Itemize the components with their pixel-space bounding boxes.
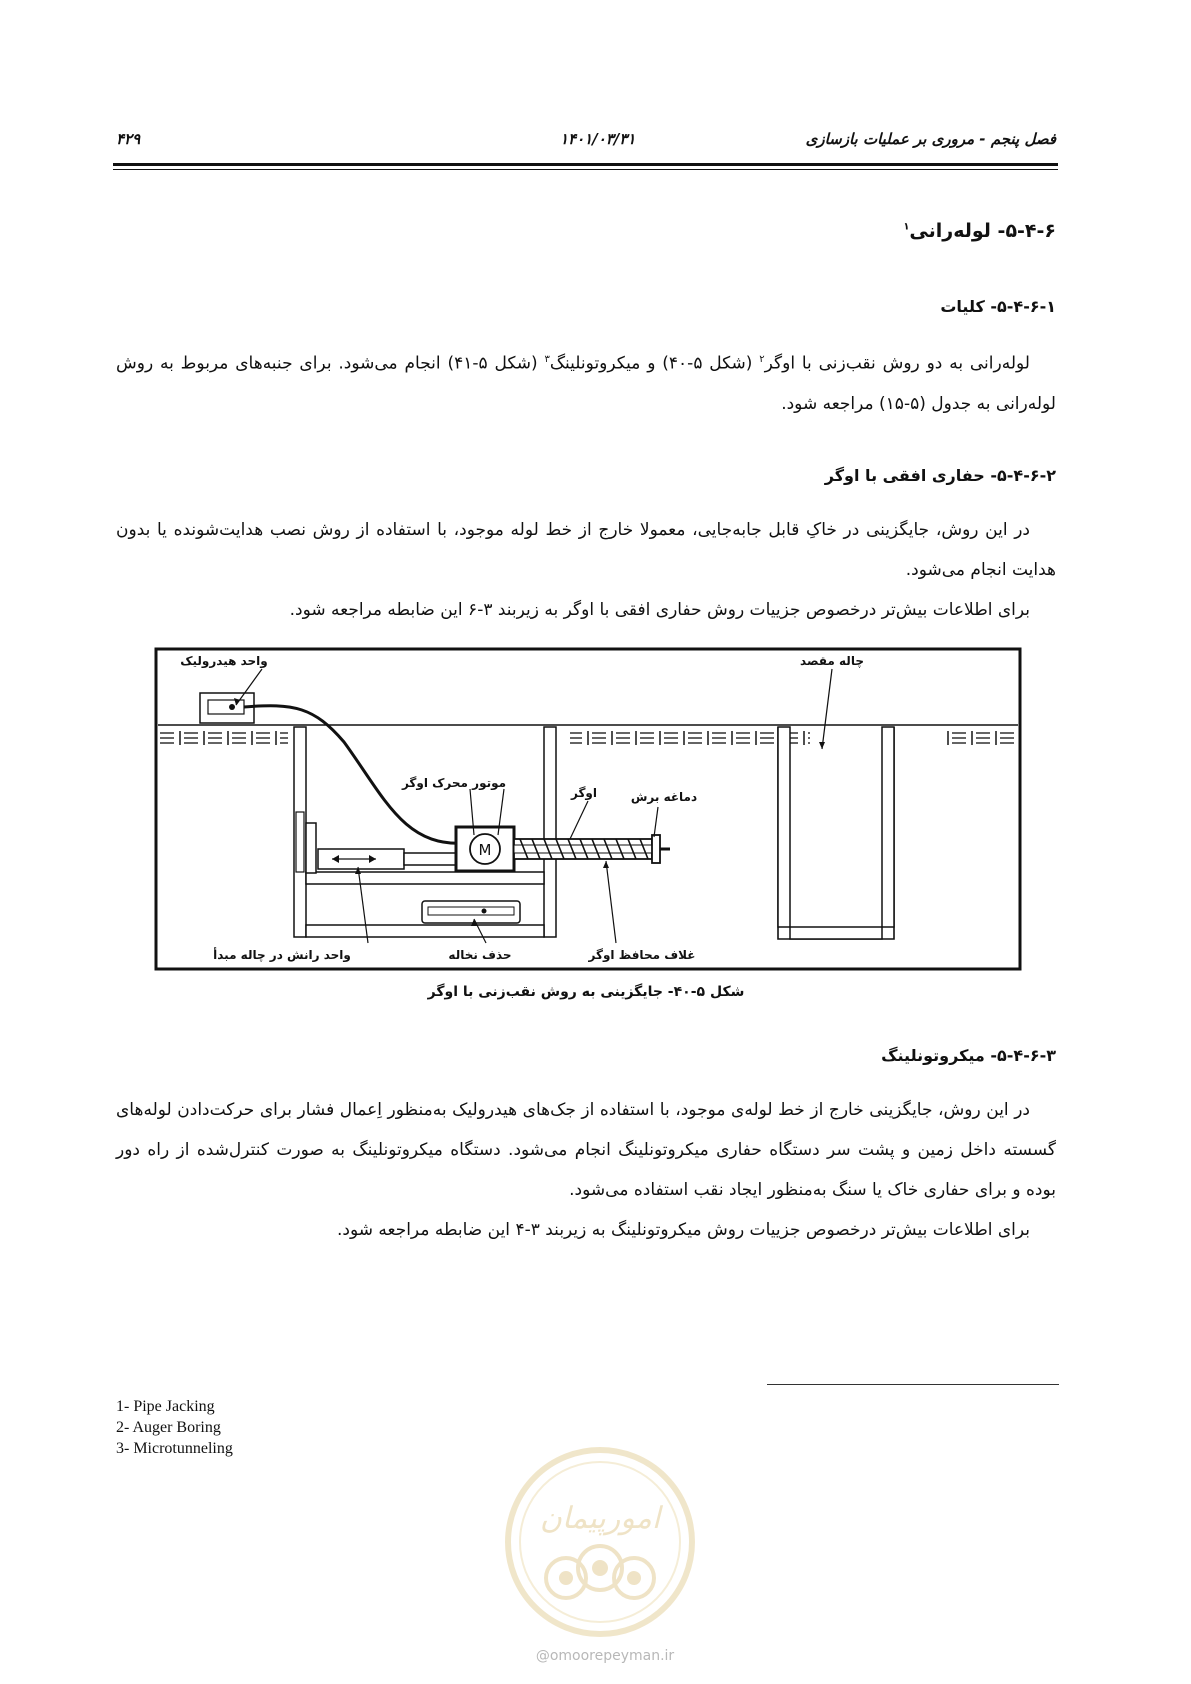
cutting-head: [652, 835, 660, 863]
paragraph-general: لوله‌رانی به دو روش نقب‌زنی با اوگر$^۲$ (شکل ۵-۴۰) و میکروتونلینگ$^۳$ (شکل ۵-۴۱) انجام می‌شود. برای جنبه‌های مربوط به روش لوله‌رانی به جدول (۵-۱۵) مراجعه شود.: [116, 353, 1056, 414]
watermark-seal: [500, 1442, 700, 1642]
soil-hatch: [944, 729, 1016, 749]
label-auger-casing: غلاف محافظ اوگر: [588, 948, 696, 962]
entry-pit-floor: [306, 925, 544, 937]
soil-hatch: [570, 729, 810, 749]
label-cutting-head: دماغه برش: [630, 790, 698, 804]
section-title: ۵-۴-۶- لوله‌رانی$^۱$: [903, 220, 1056, 242]
page-number: ۴۲۹: [116, 130, 141, 148]
footnote-ref-2: ۲: [759, 354, 765, 365]
thrust-block: [306, 823, 316, 873]
header-date: ۱۴۰۱/۰۳/۳۱: [560, 130, 636, 148]
label-jacking-unit: واحد رانش در چاله مبدأ: [213, 948, 351, 962]
header-rule-thick: [113, 163, 1058, 166]
subsection-title-auger-boring: ۵-۴-۶-۲- حفاری افقی با اوگر: [824, 466, 1056, 485]
footnotes: [116, 1396, 233, 1459]
paragraph-microtunneling: در این روش، جایگزینی خارج از خط لوله‌ی موجود، با استفاده از جک‌های هیدرولیک به‌منظور اِعمال فشار برای حرکت‌دادن لوله‌های گسسته داخل زمین و پشت سر دستگاه حفاری میکروتونلینگ انجام می‌شود. دستگاه میکروتونلینگ به صورت کنترل‌شده از راه دور بوده و برای حفاری خاک یا سنگ به‌منظور ایجاد نقب استفاده می‌شود. برای اطلاعات بیش‌تر درخصوص جزییات روش میکروتونلینگ به زیربند ۳-۴ این ضابطه مراجعه شود.: [116, 1100, 1056, 1240]
label-auger-motor: موتور محرک اوگر: [401, 776, 507, 790]
entry-pit-wall-right: [544, 727, 556, 937]
paragraph-auger-boring: در این روش، جایگزینی در خاکِ قابل جابه‌جایی، معمولا خارج از خط لوله موجود، با استفاده از روش نصب هدایت‌شونده یا بدون هدایت انجام می‌شود. برای اطلاعات بیش‌تر درخصوص جزییات روش حفاری افقی با اوگر به زیربند ۳-۶ این ضابطه مراجعه شود.: [116, 520, 1056, 620]
figure-caption: شکل ۵-۴۰- جایگزینی به روش نقب‌زنی با اوگر: [427, 984, 745, 1000]
watermark-url: @omoorepeyman.ir: [535, 1648, 675, 1664]
footnote-rule: [767, 1384, 1059, 1385]
soil-hatch: [160, 729, 288, 749]
chapter-title: فصل پنجم - مروری بر عملیات بازسازی: [805, 130, 1056, 148]
footnote-ref-1: ۱: [903, 221, 910, 233]
auger-boring-diagram: [154, 647, 1022, 971]
jacking-frame: [306, 872, 544, 884]
svg-text:M: M: [478, 841, 492, 859]
footnote-item: 2- Auger Boring: [116, 1419, 221, 1436]
label-hydraulic-unit: واحد هیدرولیک: [180, 654, 268, 668]
svg-text:امورپیمان: امورپیمان: [539, 1501, 661, 1536]
label-auger: اوگر: [570, 786, 598, 800]
footnote-item: 1- Pipe Jacking: [116, 1398, 215, 1415]
label-target-pit: چاله مقصد: [800, 654, 864, 668]
header-rule-thin: [113, 169, 1058, 170]
subsection-title-microtunneling: ۵-۴-۶-۳- میکروتونلینگ: [881, 1046, 1056, 1065]
label-spoil-removal: حذف نخاله: [448, 948, 512, 962]
subsection-title-general: ۵-۴-۶-۱- کلیات: [940, 297, 1056, 316]
footnote-item: 3- Microtunneling: [116, 1440, 233, 1457]
footnote-ref-3: ۳: [544, 354, 550, 365]
